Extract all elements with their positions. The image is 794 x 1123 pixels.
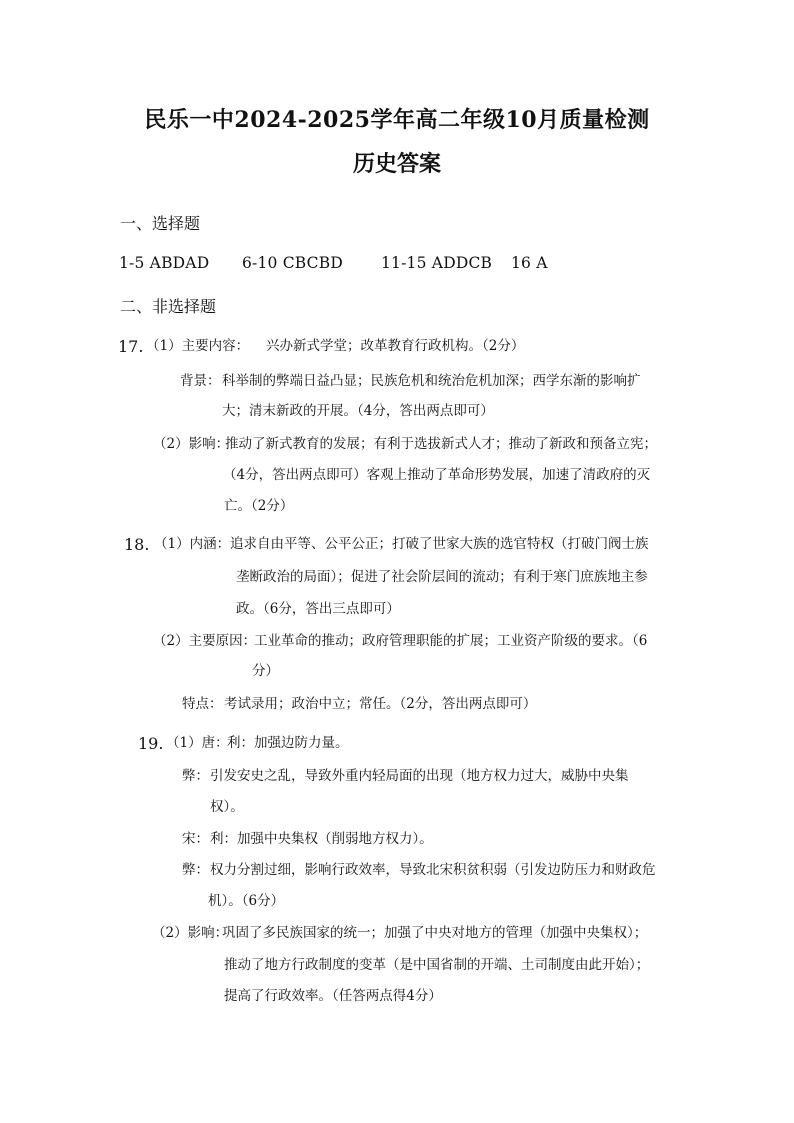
q18-part1-line2: 垄断政治的局面）；促进了社会阶层间的流动；有利于寒门庶族地主参 <box>236 569 648 585</box>
q17-part2-label: （2）影响： <box>153 436 230 452</box>
q19-song-drawback-label: 弊： <box>182 862 209 878</box>
q17-background-line2: 大；清末新政的开展。（4分，答出两点即可） <box>222 403 494 419</box>
answers-1-5: 1-5 ABDAD <box>119 254 210 272</box>
answers-11-15: 11-15 ADDCB <box>381 254 493 272</box>
q19-part2-line1: 巩固了多民族国家的统一；加强了中央对地方的管理（加强中央集权）； <box>222 925 648 941</box>
q19-tang-benefit: 利：加强边防力量。 <box>227 735 349 751</box>
q17-part1-text: 兴办新式学堂；改革教育行政机构。（2分） <box>266 338 525 354</box>
q18-part1-label: （1）内涵： <box>154 536 231 552</box>
q19-song-drawback-line2: 机）。（6分） <box>208 893 285 909</box>
q18-traits-text: 考试录用；政治中立；常任。（2分，答出两点即可） <box>224 696 537 712</box>
q17-part1-label: （1）主要内容： <box>146 338 250 354</box>
q19-tang-drawback-line1: 引发安史之乱，导致外重内轻局面的出现（地方权力过大，威胁中央集 <box>210 768 629 784</box>
q17-part2-line2: （4分，答出两点即可）客观上推动了革命形势发展，加速了清政府的灭 <box>223 467 651 483</box>
q19-tang-drawback-line2: 权）。 <box>210 799 244 815</box>
q19-part1-label: （1）唐： <box>166 735 229 751</box>
q18-number: 18. <box>124 535 150 554</box>
section-heading-nonchoice: 二、非选择题 <box>120 297 217 316</box>
q17-part2-line3: 亡。（2分） <box>224 498 294 514</box>
q18-part2-line1: 工业革命的推动；政府管理职能的扩展；工业资产阶级的要求。（6 <box>254 633 648 649</box>
document-subtitle: 历史答案 <box>352 151 441 177</box>
q18-part2-line2: 分） <box>252 663 279 679</box>
q19-song-benefit: 利：加强中央集权（削弱地方权力）。 <box>210 831 433 847</box>
document-title: 民乐一中2024-2025学年高二年级10月质量检测 <box>144 107 650 133</box>
q17-part2-line1: 推动了新式教育的发展；有利于选拔新式人才；推动了新政和预备立宪； <box>225 436 657 452</box>
q19-part2-line3: 提高了行政效率。（任答两点得4分） <box>224 988 442 1004</box>
q18-part1-line3: 政。（6分，答出三点即可） <box>236 601 400 617</box>
q19-part2-line2: 推动了地方行政制度的变革（是中国省制的开端、土司制度由此开始）； <box>224 957 650 973</box>
answers-16: 16 A <box>511 254 548 272</box>
q18-part2-label: （2）主要原因： <box>153 633 257 649</box>
q17-number: 17. <box>118 337 144 356</box>
q18-traits-label: 特点： <box>182 696 223 712</box>
answers-6-10: 6-10 CBCBD <box>242 254 343 272</box>
q19-number: 19. <box>138 734 164 753</box>
q17-background-line1: 科举制的弊端日益凸显；民族危机和统治危机加深；西学东渐的影响扩 <box>222 373 641 389</box>
q19-song-drawback-line1: 权力分割过细，影响行政效率，导致北宋积贫积弱（引发边防压力和财政危 <box>210 862 656 878</box>
section-heading-choice: 一、选择题 <box>120 214 201 233</box>
q19-part2-label: （2）影响： <box>152 925 229 941</box>
q17-background-label: 背景： <box>180 373 221 389</box>
q19-tang-drawback-label: 弊： <box>182 768 209 784</box>
q18-part1-line1: 追求自由平等、公平公正；打破了世家大族的选官特权（打破门阀士族 <box>230 536 649 552</box>
q19-song-label: 宋： <box>182 831 209 847</box>
